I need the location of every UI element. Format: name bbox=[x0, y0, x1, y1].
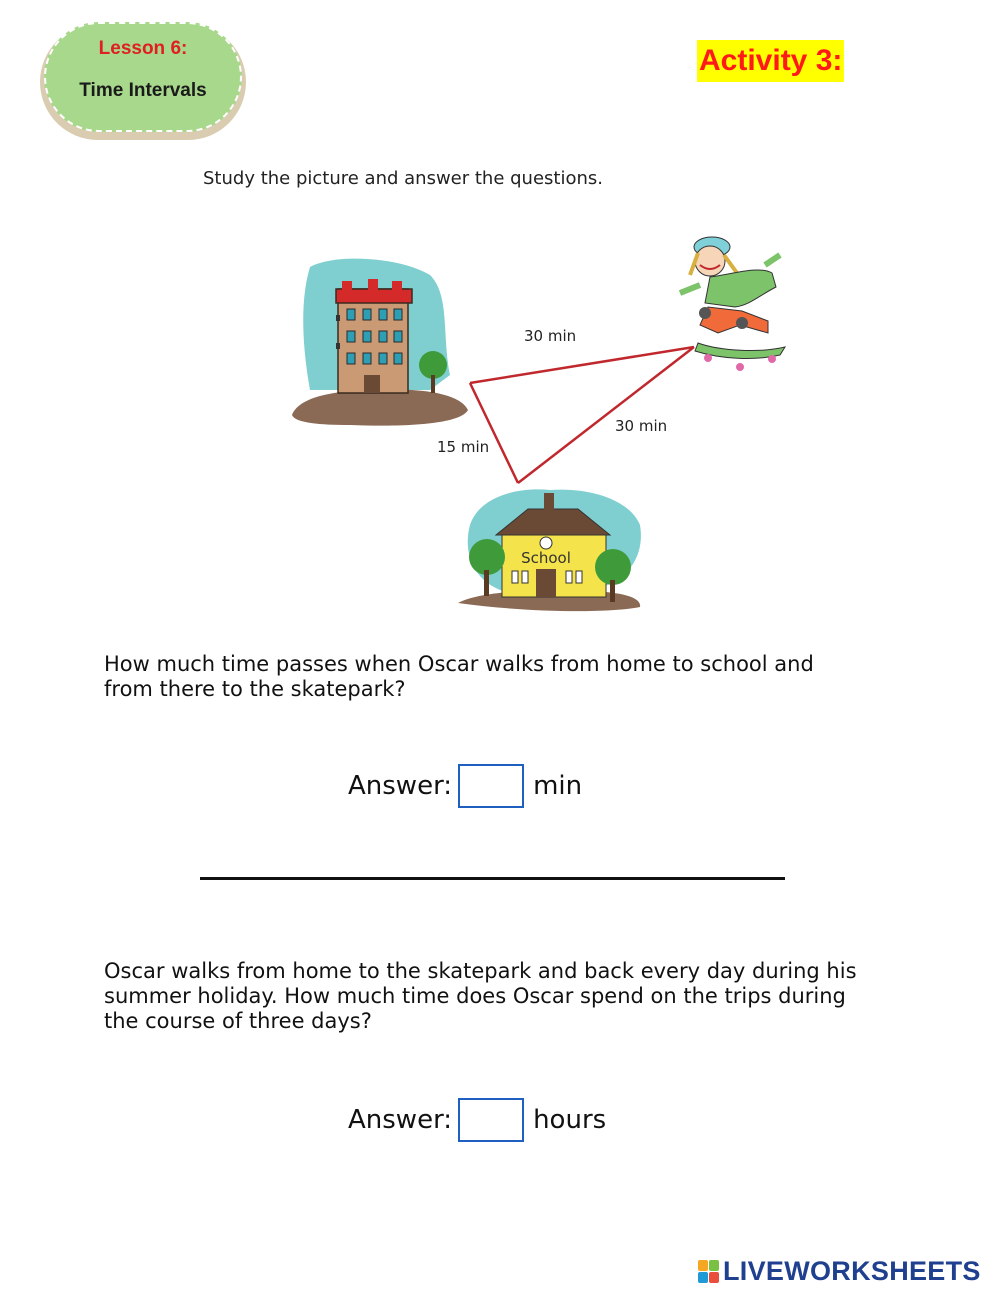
answer-1-label: Answer: bbox=[348, 771, 453, 801]
answer-2-label: Answer: bbox=[348, 1105, 453, 1135]
school-illustration bbox=[458, 489, 641, 611]
instruction-text: Study the picture and answer the questions. bbox=[203, 168, 603, 189]
school-sign: School bbox=[521, 549, 571, 567]
activity-title: Activity 3: bbox=[697, 40, 844, 82]
answer-row-1 bbox=[348, 762, 582, 810]
lesson-number: Lesson 6: bbox=[98, 38, 188, 59]
answer-2-input[interactable] bbox=[458, 1098, 524, 1142]
question-2-text: Oscar walks from home to the skatepark and back every day during his summer holiday. How much time does Oscar spend on the trips during the course of three days? bbox=[104, 959, 857, 1033]
route-triangle bbox=[470, 347, 694, 483]
answer-1-unit: min bbox=[533, 771, 583, 801]
lesson-badge bbox=[44, 22, 242, 132]
question-1-text: How much time passes when Oscar walks from home to school and from there to the skatepark? bbox=[104, 652, 814, 701]
edge-label-school-skatepark: 30 min bbox=[615, 417, 668, 435]
lesson-topic: Time Intervals bbox=[79, 80, 207, 101]
skateboarder-illustration bbox=[680, 237, 785, 371]
answer-row-2 bbox=[348, 1096, 606, 1144]
liveworksheets-logo bbox=[698, 1256, 981, 1287]
logo-blocks-icon bbox=[698, 1260, 720, 1284]
home-building-illustration bbox=[292, 259, 468, 426]
edge-label-home-school: 15 min bbox=[437, 438, 490, 456]
edge-label-home-skatepark: 30 min bbox=[524, 327, 577, 345]
route-diagram bbox=[280, 225, 800, 620]
logo-text: LIVEWORKSHEETS bbox=[723, 1256, 981, 1286]
answer-1-input[interactable] bbox=[458, 764, 524, 808]
section-divider bbox=[200, 877, 785, 880]
answer-2-unit: hours bbox=[533, 1105, 607, 1135]
